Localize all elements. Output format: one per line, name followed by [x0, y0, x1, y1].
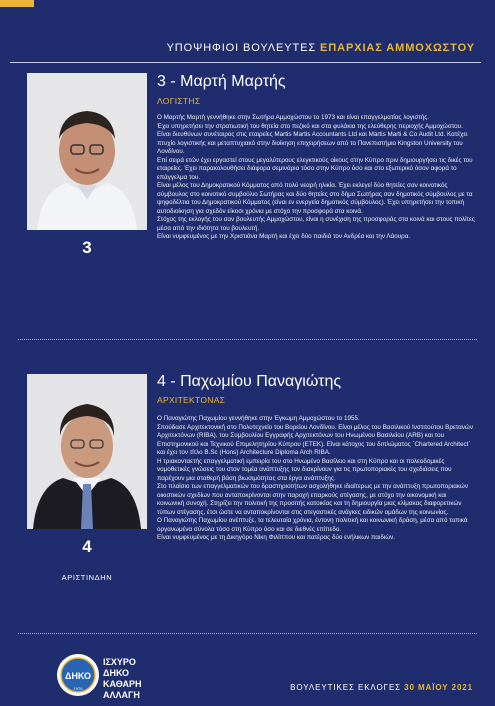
candidate-3-role: ΛΟΓΙΣΤΗΣ: [157, 96, 201, 106]
candidate-4-bio-paragraph: Ο Παναγιώτης Παχωμίου ανέπτυξε, τα τελευταία χρόνια, έντονη πολιτική και κοινωνική δράση, μέσα από τοπικά οργανωμένα σύνολα τόσο στη Κύπρο όσο και σε διεθνές επίπεδο.: [157, 517, 468, 533]
candidate-4-name: 4 - Παχωμίου Παναγιώτης: [157, 373, 342, 390]
page-header: [0, 40, 495, 60]
header-title: [167, 42, 475, 54]
corner-accent: [0, 0, 34, 7]
candidate-3-bio-paragraph: Έχει υπηρετήσει την στρατιωτική του θητεία στο πεζικό και στα φυλάκια της ελεύθερης περιοχής Αμμοχώστου. Είναι διευθύνων συνέταιρος στις εταιρείες Martis Martis Accountants Ltd και Martis Marti & Co Audit Ltd. Κατέχει πτυχίο λογιστικής και μεταπτυχιακό στην διοίκηση επιχειρήσεων από το Πανεπιστήμιο Kingston University του Λονδίνου.: [157, 122, 468, 155]
candidate-4-bio-paragraph: Ο Παναγιώτης Παχωμίου γεννήθηκε στην Έγκωμη Αμμοχώστου το 1955.: [157, 415, 360, 422]
candidate-4-bio-paragraph: Σπούδασε Αρχιτεκτονική στο Πολυτεχνείο του Βορείου Λονδίνου. Είναι μέλος του Βασιλικού Ινστιτούτου Βρετανών Αρχιτεκτόνων (RIBA), του Συμβουλίου Εγγραφής Αρχιτεκτόνων του Ηνωμένου Βασιλείου (ARB) και του Επιστημονικού και Τεχνικού Επιμελητηρίου Κύπρου (ΕΤΕΚ). Είναι κάτοχος του διπλώματος `Chartered Architect` και έχει τον τίτλο B.Sc (Hons) Architecture Diploma Arch RIBA.: [157, 423, 473, 456]
logo-slogan-line: ΑΛΛΑΓΗ: [103, 690, 140, 700]
candidate-4-bio-paragraph: Είναι νυμφευμένος με τη Δικηγόρο Νίκη Φιλίππου και πατέρας δύο ενήλικων παιδιών.: [157, 534, 396, 541]
section-divider: [18, 339, 477, 340]
candidate-4-bio-paragraph: Στο πλαίσιο των επαγγελματικών του δραστηριοτήτων ασχολήθηκε ιδιαίτερως με την ανάπτυξη πρωτοποριακών οικιστικών σχεδίων που ανταποκρίνονται στην παροχή επαρκούς στέγασης, με στόχο την οικονομική και κοινωνική συνοχή. Στηρίζει την πολιτική της προσιτής κατοικίας και τη δημιουργία μιας κλίμακας διαφορετικών τύπων στέγασης, έτσι ώστε να ανταποκρίνονται στις στεγαστικές ανάγκες ειδικών ομάδων της κοινωνίας.: [157, 483, 468, 516]
candidate-4-role: ΑΡΧΙΤΕΚΤΟΝΑΣ: [157, 395, 226, 405]
footer-divider: [18, 633, 477, 634]
header-label: ΥΠΟΨΗΦΙΟΙ ΒΟΥΛΕΥΤΕΣ: [166, 42, 317, 54]
logo-slogan-line: ΔΗΚΟ: [103, 668, 130, 678]
candidate-4-extra-label: ΑΡΙΣΤΙΝΔΗΝ: [61, 573, 113, 582]
logo-slogan: [103, 657, 142, 701]
logo-year-text: 1976: [73, 686, 83, 691]
candidate-3-bio-paragraph: Είναι νυμφευμένος με την Χριστιάνα Μαρτή και έχει δύο παιδιά τον Ανδρέα και την Λάουρα.: [157, 233, 411, 240]
candidate-4-bio: [157, 415, 475, 543]
candidate-4-bio-paragraph: Η τριακονταετής επαγγελματική εμπειρία του στο Ηνωμένο Βασίλειο και στη Κύπρο και οι πολεοδομικές νομοθετικές γνώσεις του στον τομέα ανάπτυξης τον διακρίνουν για τις πρωτοποριακές του σχεδιάσεις που παρέχουν μια σταθερή βάση βιωσιμότητας στα έργα ανάπτυξης.: [157, 457, 452, 482]
candidate-3-number: 3: [82, 238, 92, 257]
candidate-3-bio-paragraph: Είναι μέλος του Δημοκρατικού Κόμματος από πολύ νεαρή ηλικία. Έχει εκλεγεί δύο θητείες σαν κοινοτικός σύμβουλος στο κοινοτικό συμβούλιο Σωτήρας και δύο θητείες στο δήμο Σωτήρας σαν δημοτικός σύμβουλος με τα ψηφοδέλτια του Δημοκρατικού Κόμματος (είναι εν ενεργεία δημοτικός σύμβουλος). Έχει υπηρετήσει την τοπική αυτοδιοίκηση για σχεδόν είκοσι χρόνια με στόχο την προσφορά στα κοινά.: [157, 182, 473, 215]
logo-slogan-line: ΚΑΘΑΡΗ: [103, 679, 142, 689]
candidate-3-name: 3 - Μαρτή Μαρτής: [157, 73, 286, 90]
footer-date: 30 ΜΑΪΟΥ 2021: [404, 683, 473, 692]
header-district: ΕΠΑΡΧΙΑΣ ΑΜΜΟΧΩΣΤΟΥ: [320, 42, 475, 54]
footer-title: [290, 683, 473, 692]
logo-slogan-line: ΙΣΧΥΡΟ: [103, 657, 136, 667]
candidate-3-photo: [27, 73, 147, 230]
logo-badge-text: ΔΗΚΟ: [64, 671, 92, 681]
candidate-4-number: 4: [82, 537, 92, 556]
candidate-4-number-box: [27, 529, 147, 567]
candidate-3-bio-paragraph: Ο Μαρτής Μαρτή γεννήθηκε στην Σωτήρα Αμμοχώστου το 1973 και είναι επαγγελματίας λογιστής.: [157, 114, 430, 121]
footer-label: ΒΟΥΛΕΥΤΙΚΕΣ ΕΚΛΟΓΕΣ: [290, 683, 402, 692]
candidate-3-number-box: [27, 230, 147, 268]
header-rule: [10, 62, 481, 63]
diko-logo-icon: [56, 653, 100, 697]
candidate-3-bio: [157, 114, 475, 242]
candidate-3-bio-paragraph: Επί σειρά ετών έχει εργαστεί στους μεγαλύτερους ελεγκτικούς οίκους στην Κύπρο πριν δημιουργήσει τις δικές του εταιρείες. Έχει παρακολουθήσει διάφορα σεμινάρια τόσο στην Κύπρο όσο και στο εξωτερικό όσον αφορά το επάγγελμα του.: [157, 156, 473, 181]
candidate-3-bio-paragraph: Στόχος της εκλογής του σαν βουλευτής Αμμοχώστου, είναι η συνέχιση της προσφοράς στα κοινά και στους πολίτες μέσα από την ιδιότητα του βουλευτή.: [157, 216, 475, 232]
candidate-4-photo: [27, 374, 147, 529]
